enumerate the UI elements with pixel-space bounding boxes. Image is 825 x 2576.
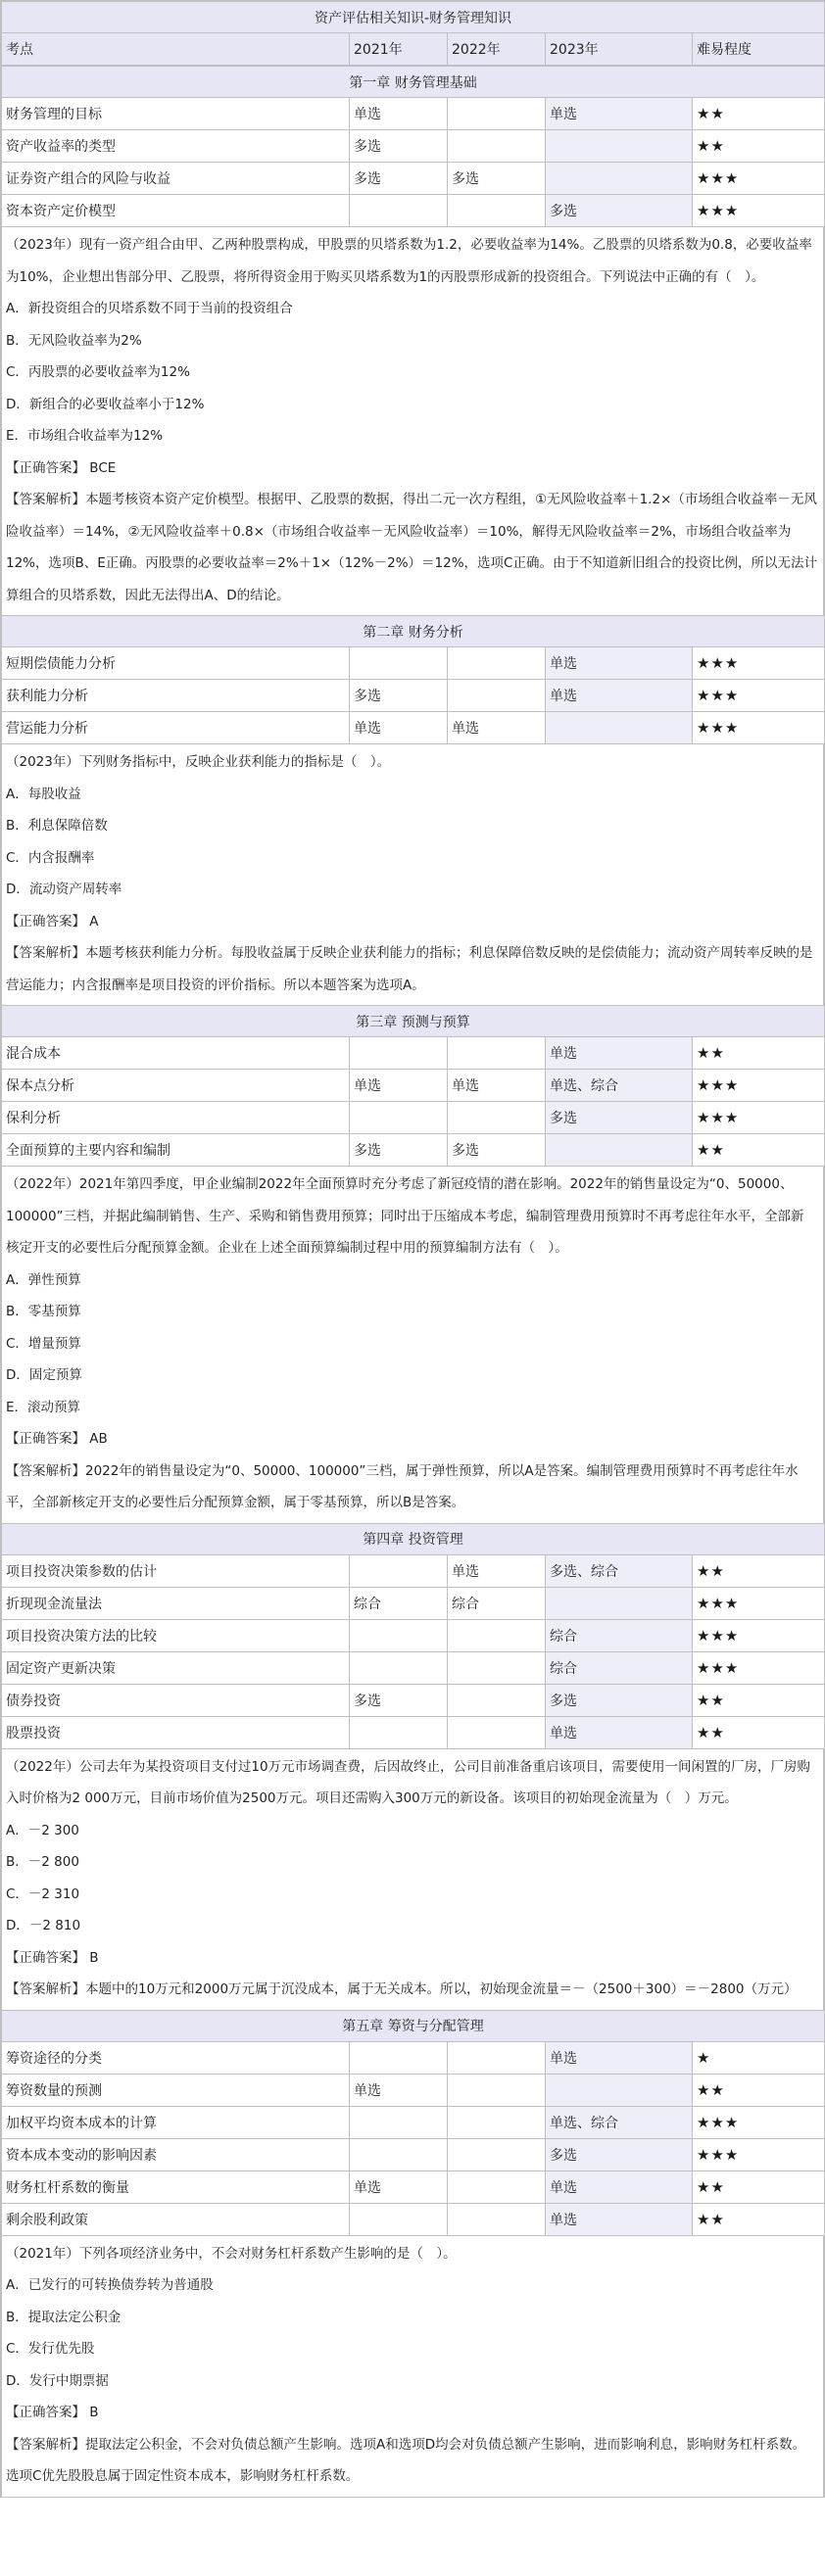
difficulty-stars: ★★ [693, 130, 825, 163]
year-cell [448, 130, 546, 163]
question-stem: （2022年）公司去年为某投资项目支付过10万元市场调查费，后因故终止，公司目前准备重启该项目，需要使用一间闲置的厂房，厂房购入时价格为2 000万元，目前市场价值为2500万元。项目还需购入300万元的新设备。该项目的初始现金流量为（ ）万元。 [6, 1758, 811, 1806]
year-cell [448, 1651, 546, 1684]
year-cell: 单选 [546, 1716, 693, 1748]
year-cell: 单选 [448, 712, 546, 744]
topic-cell: 保本点分析 [2, 1070, 350, 1102]
answer-option: D．－2 810 [6, 1918, 81, 1933]
table-row [2, 2074, 825, 2106]
table-row [2, 2138, 825, 2171]
topic-cell: 混合成本 [2, 1037, 350, 1070]
year-cell: 单选、综合 [546, 1070, 693, 1102]
table-row [2, 1037, 825, 1070]
header-table [1, 1, 825, 66]
year-cell: 多选 [350, 680, 448, 712]
year-cell: 多选 [350, 1134, 448, 1167]
year-cell [448, 2106, 546, 2138]
question-block [1, 1167, 824, 1523]
table-row [2, 1554, 825, 1587]
year-cell [448, 2074, 546, 2106]
year-cell [448, 647, 546, 680]
answer-option: D．流动资产周转率 [6, 882, 122, 897]
year-cell: 单选、综合 [546, 2106, 693, 2138]
answer-option: D．固定预算 [6, 1367, 82, 1383]
difficulty-stars: ★★ [693, 1037, 825, 1070]
year-cell [350, 2041, 448, 2074]
chapter-table [1, 615, 825, 744]
correct-answer: 【正确答案】 A [6, 913, 99, 930]
correct-answer: 【正确答案】 B [6, 1949, 99, 1966]
topic-cell: 股票投资 [2, 1716, 350, 1748]
year-cell [350, 1037, 448, 1070]
header-cell: 2023年 [546, 33, 693, 66]
answer-option: A．每股收益 [6, 786, 81, 802]
table-row [2, 2041, 825, 2074]
answer-option: A．弹性预算 [6, 1271, 81, 1288]
difficulty-stars: ★★ [693, 1134, 825, 1167]
difficulty-stars: ★★ [693, 1554, 825, 1587]
year-cell [448, 195, 546, 227]
difficulty-stars: ★★★ [693, 1070, 825, 1102]
year-cell [350, 195, 448, 227]
chapter-table [1, 2010, 825, 2236]
topic-cell: 保利分析 [2, 1102, 350, 1134]
year-cell [448, 98, 546, 130]
answer-analysis: 【答案解析】提取法定公积金，不会对负债总额产生影响。选项A和选项D均会对负债总额产生影响，进而影响利息，影响财务杠杆系数。选项C优先股股息属于固定性资本成本，影响财务杠杆系数。 [6, 2436, 806, 2484]
answer-option: C．发行优先股 [6, 2341, 95, 2357]
difficulty-stars: ★★★ [693, 1651, 825, 1684]
question-stem: （2023年）下列财务指标中，反映企业获利能力的指标是（ ）。 [6, 754, 391, 770]
chapter-heading: 第四章 投资管理 [2, 1523, 825, 1554]
answer-option: B．零基预算 [6, 1304, 81, 1319]
difficulty-stars: ★★★ [693, 680, 825, 712]
year-cell [448, 1037, 546, 1070]
year-cell [546, 712, 693, 744]
topic-cell: 债券投资 [2, 1684, 350, 1716]
header-cell: 难易程度 [693, 33, 825, 66]
year-cell [350, 647, 448, 680]
topic-cell: 资本成本变动的影响因素 [2, 2138, 350, 2171]
topic-cell: 资产收益率的类型 [2, 130, 350, 163]
answer-option: A．新投资组合的贝塔系数不同于当前的投资组合 [6, 301, 293, 316]
topic-cell: 剩余股利政策 [2, 2203, 350, 2235]
table-row [2, 2106, 825, 2138]
chapter-heading: 第三章 预测与预算 [2, 1006, 825, 1037]
year-cell [448, 1619, 546, 1651]
answer-analysis: 【答案解析】2022年的销售量设定为“0、50000、100000”三档，属于弹性预算，所以A是答案。编制管理费用预算时不再考虑往年水平，全部新核定开支的必要性后分配预算金额，属于零基预算，所以B是答案。 [6, 1462, 799, 1510]
year-cell [546, 163, 693, 195]
topic-cell: 折现现金流量法 [2, 1587, 350, 1619]
table-row [2, 680, 825, 712]
table-row [2, 1587, 825, 1619]
table-row [2, 1134, 825, 1167]
year-cell: 多选 [350, 1684, 448, 1716]
answer-option: A．－2 300 [6, 1822, 79, 1838]
table-row [2, 1651, 825, 1684]
answer-analysis: 【答案解析】本题中的10万元和2000万元属于沉没成本，属于无关成本。所以，初始现金流量＝－（2500＋300）＝－2800（万元） [6, 1981, 798, 1997]
table-row [2, 98, 825, 130]
year-cell [350, 1651, 448, 1684]
year-cell [448, 680, 546, 712]
chapter-heading: 第二章 财务分析 [2, 616, 825, 647]
topic-cell: 项目投资决策参数的估计 [2, 1554, 350, 1587]
chapter-sections [1, 66, 824, 2497]
table-row [2, 1070, 825, 1102]
year-cell [448, 2171, 546, 2203]
year-cell [448, 2203, 546, 2235]
year-cell: 单选 [546, 680, 693, 712]
table-row [2, 647, 825, 680]
table-row [2, 130, 825, 163]
table-row [2, 1619, 825, 1651]
answer-option: B．提取法定公积金 [6, 2309, 121, 2325]
chapter-table [1, 66, 825, 227]
difficulty-stars: ★★★ [693, 1619, 825, 1651]
year-cell: 多选 [350, 163, 448, 195]
question-stem: （2021年）下列各项经济业务中，不会对财务杠杆系数产生影响的是（ ）。 [6, 2245, 457, 2262]
difficulty-stars: ★★ [693, 98, 825, 130]
chapter-table [1, 1523, 825, 1749]
chapter-heading: 第五章 筹资与分配管理 [2, 2010, 825, 2041]
chapter-heading: 第一章 财务管理基础 [2, 67, 825, 98]
year-cell [350, 2203, 448, 2235]
question-block [1, 2236, 824, 2497]
year-cell: 多选 [546, 1684, 693, 1716]
year-cell [350, 1716, 448, 1748]
header-cell: 2021年 [350, 33, 448, 66]
topic-cell: 筹资数量的预测 [2, 2074, 350, 2106]
year-cell [546, 1134, 693, 1167]
topic-cell: 证券资产组合的风险与收益 [2, 163, 350, 195]
difficulty-stars: ★★★ [693, 712, 825, 744]
question-block [1, 227, 824, 615]
difficulty-stars: ★★ [693, 2171, 825, 2203]
difficulty-stars: ★★★ [693, 1102, 825, 1134]
table-row [2, 2203, 825, 2235]
answer-option: E．滚动预算 [6, 1399, 81, 1415]
year-cell: 多选 [546, 1102, 693, 1134]
year-cell: 多选、综合 [546, 1554, 693, 1587]
topic-cell: 全面预算的主要内容和编制 [2, 1134, 350, 1167]
chapter-table [1, 1005, 825, 1167]
question-block [1, 1749, 824, 2010]
year-cell: 单选 [546, 2203, 693, 2235]
difficulty-stars: ★★ [693, 2203, 825, 2235]
difficulty-stars: ★ [693, 2041, 825, 2074]
year-cell: 综合 [448, 1587, 546, 1619]
year-cell [546, 2074, 693, 2106]
table-row [2, 2171, 825, 2203]
year-cell [350, 2138, 448, 2171]
year-cell [448, 2138, 546, 2171]
year-cell [350, 1619, 448, 1651]
answer-option: B．－2 800 [6, 1854, 79, 1870]
year-cell: 综合 [350, 1587, 448, 1619]
answer-analysis: 【答案解析】本题考核资本资产定价模型。根据甲、乙股票的数据，得出二元一次方程组，①无风险收益率＋1.2×（市场组合收益率－无风险收益率）＝14%，②无风险收益率＋0.8×（市场组合收益率－无风险收益率）＝10%，解得无风险收益率＝2%，市场组合收益率为12%，选项B、E正确。丙股票的必要收益率＝2%＋1×（12%－2%）＝12%，选项C正确。由于不知道新旧组合的投资比例，所以无法计算组合的贝塔系数，因此无法得出A、D的结论。 [6, 492, 817, 603]
year-cell: 多选 [448, 1134, 546, 1167]
year-cell: 多选 [350, 130, 448, 163]
difficulty-stars: ★★★ [693, 195, 825, 227]
answer-option: B．无风险收益率为2% [6, 332, 142, 349]
year-cell: 单选 [546, 2041, 693, 2074]
year-cell: 综合 [546, 1619, 693, 1651]
table-row [2, 1684, 825, 1716]
question-block [1, 744, 824, 1005]
year-cell [350, 2106, 448, 2138]
difficulty-stars: ★★ [693, 1684, 825, 1716]
topic-cell: 固定资产更新决策 [2, 1651, 350, 1684]
year-cell: 单选 [448, 1070, 546, 1102]
year-cell: 单选 [546, 647, 693, 680]
year-cell [448, 1716, 546, 1748]
year-cell: 多选 [546, 2138, 693, 2171]
difficulty-stars: ★★★ [693, 163, 825, 195]
topic-cell: 短期偿债能力分析 [2, 647, 350, 680]
year-cell: 单选 [350, 98, 448, 130]
year-cell [448, 2041, 546, 2074]
table-row [2, 1716, 825, 1748]
topic-cell: 筹资途径的分类 [2, 2041, 350, 2074]
answer-option: E．市场组合收益率为12% [6, 428, 164, 444]
year-cell: 单选 [350, 2074, 448, 2106]
answer-option: C．丙股票的必要收益率为12% [6, 364, 190, 380]
year-cell [448, 1684, 546, 1716]
year-cell: 单选 [350, 2171, 448, 2203]
table-row [2, 1102, 825, 1134]
topic-cell: 营运能力分析 [2, 712, 350, 744]
difficulty-stars: ★★ [693, 2074, 825, 2106]
topic-cell: 加权平均资本成本的计算 [2, 2106, 350, 2138]
answer-option: D．发行中期票据 [6, 2372, 109, 2389]
answer-analysis: 【答案解析】本题考核获利能力分析。每股收益属于反映企业获利能力的指标；利息保障倍数反映的是偿债能力；流动资产周转率反映的是营运能力；内含报酬率是项目投资的评价指标。所以本题答案为选项A。 [6, 945, 813, 993]
difficulty-stars: ★★★ [693, 1587, 825, 1619]
table-row [2, 195, 825, 227]
table-row [2, 163, 825, 195]
answer-option: A．已发行的可转换债券转为普通股 [6, 2277, 214, 2293]
year-cell: 多选 [546, 195, 693, 227]
difficulty-stars: ★★ [693, 1716, 825, 1748]
year-cell: 单选 [350, 712, 448, 744]
year-cell: 多选 [448, 163, 546, 195]
answer-option: C．增量预算 [6, 1335, 81, 1352]
difficulty-stars: ★★★ [693, 2138, 825, 2171]
year-cell: 单选 [546, 98, 693, 130]
question-stem: （2022年）2021年第四季度，甲企业编制2022年全面预算时充分考虑了新冠疫情的潜在影响。2022年的销售量设定为“0、50000、100000”三档，并据此编制销售、生产、采购和销售费用预算；同时出于压缩成本考虑，编制管理费用预算时不再考虑往年水平，全部新核定开支的必要性后分配预算金额。企业在上述全面预算编制过程中用的预算编制方法有（ ）。 [6, 1176, 804, 1256]
year-cell [448, 1102, 546, 1134]
header-cell: 2022年 [448, 33, 546, 66]
topic-cell: 资本资产定价模型 [2, 195, 350, 227]
year-cell [350, 1554, 448, 1587]
year-cell [350, 1102, 448, 1134]
topic-cell: 获利能力分析 [2, 680, 350, 712]
year-cell [546, 1587, 693, 1619]
table-row [2, 712, 825, 744]
difficulty-stars: ★★★ [693, 2106, 825, 2138]
correct-answer: 【正确答案】 AB [6, 1431, 108, 1447]
correct-answer: 【正确答案】 BCE [6, 459, 117, 476]
difficulty-stars: ★★★ [693, 647, 825, 680]
topic-cell: 项目投资决策方法的比较 [2, 1619, 350, 1651]
answer-option: D．新组合的必要收益率小于12% [6, 396, 205, 412]
year-cell [546, 130, 693, 163]
year-cell: 单选 [546, 1037, 693, 1070]
year-cell: 单选 [448, 1554, 546, 1587]
topic-cell: 财务管理的目标 [2, 98, 350, 130]
answer-option: C．内含报酬率 [6, 849, 95, 866]
header-cell: 考点 [2, 33, 350, 66]
year-cell: 综合 [546, 1651, 693, 1684]
answer-option: B．利息保障倍数 [6, 818, 108, 834]
year-cell: 单选 [546, 2171, 693, 2203]
topic-cell: 财务杠杆系数的衡量 [2, 2171, 350, 2203]
correct-answer: 【正确答案】 B [6, 2405, 99, 2420]
answer-option: C．－2 310 [6, 1885, 80, 1902]
document-title: 资产评估相关知识-财务管理知识 [2, 2, 825, 33]
question-stem: （2023年）现有一资产组合由甲、乙两种股票构成，甲股票的贝塔系数为1.2，必要收益率为14%。乙股票的贝塔系数为0.8，必要收益率为10%，企业想出售部分甲、乙股票，将所得资金用于购买贝塔系数为1的丙股票形成新的投资组合。下列说法中正确的有（ ）。 [6, 237, 812, 285]
year-cell: 单选 [350, 1070, 448, 1102]
